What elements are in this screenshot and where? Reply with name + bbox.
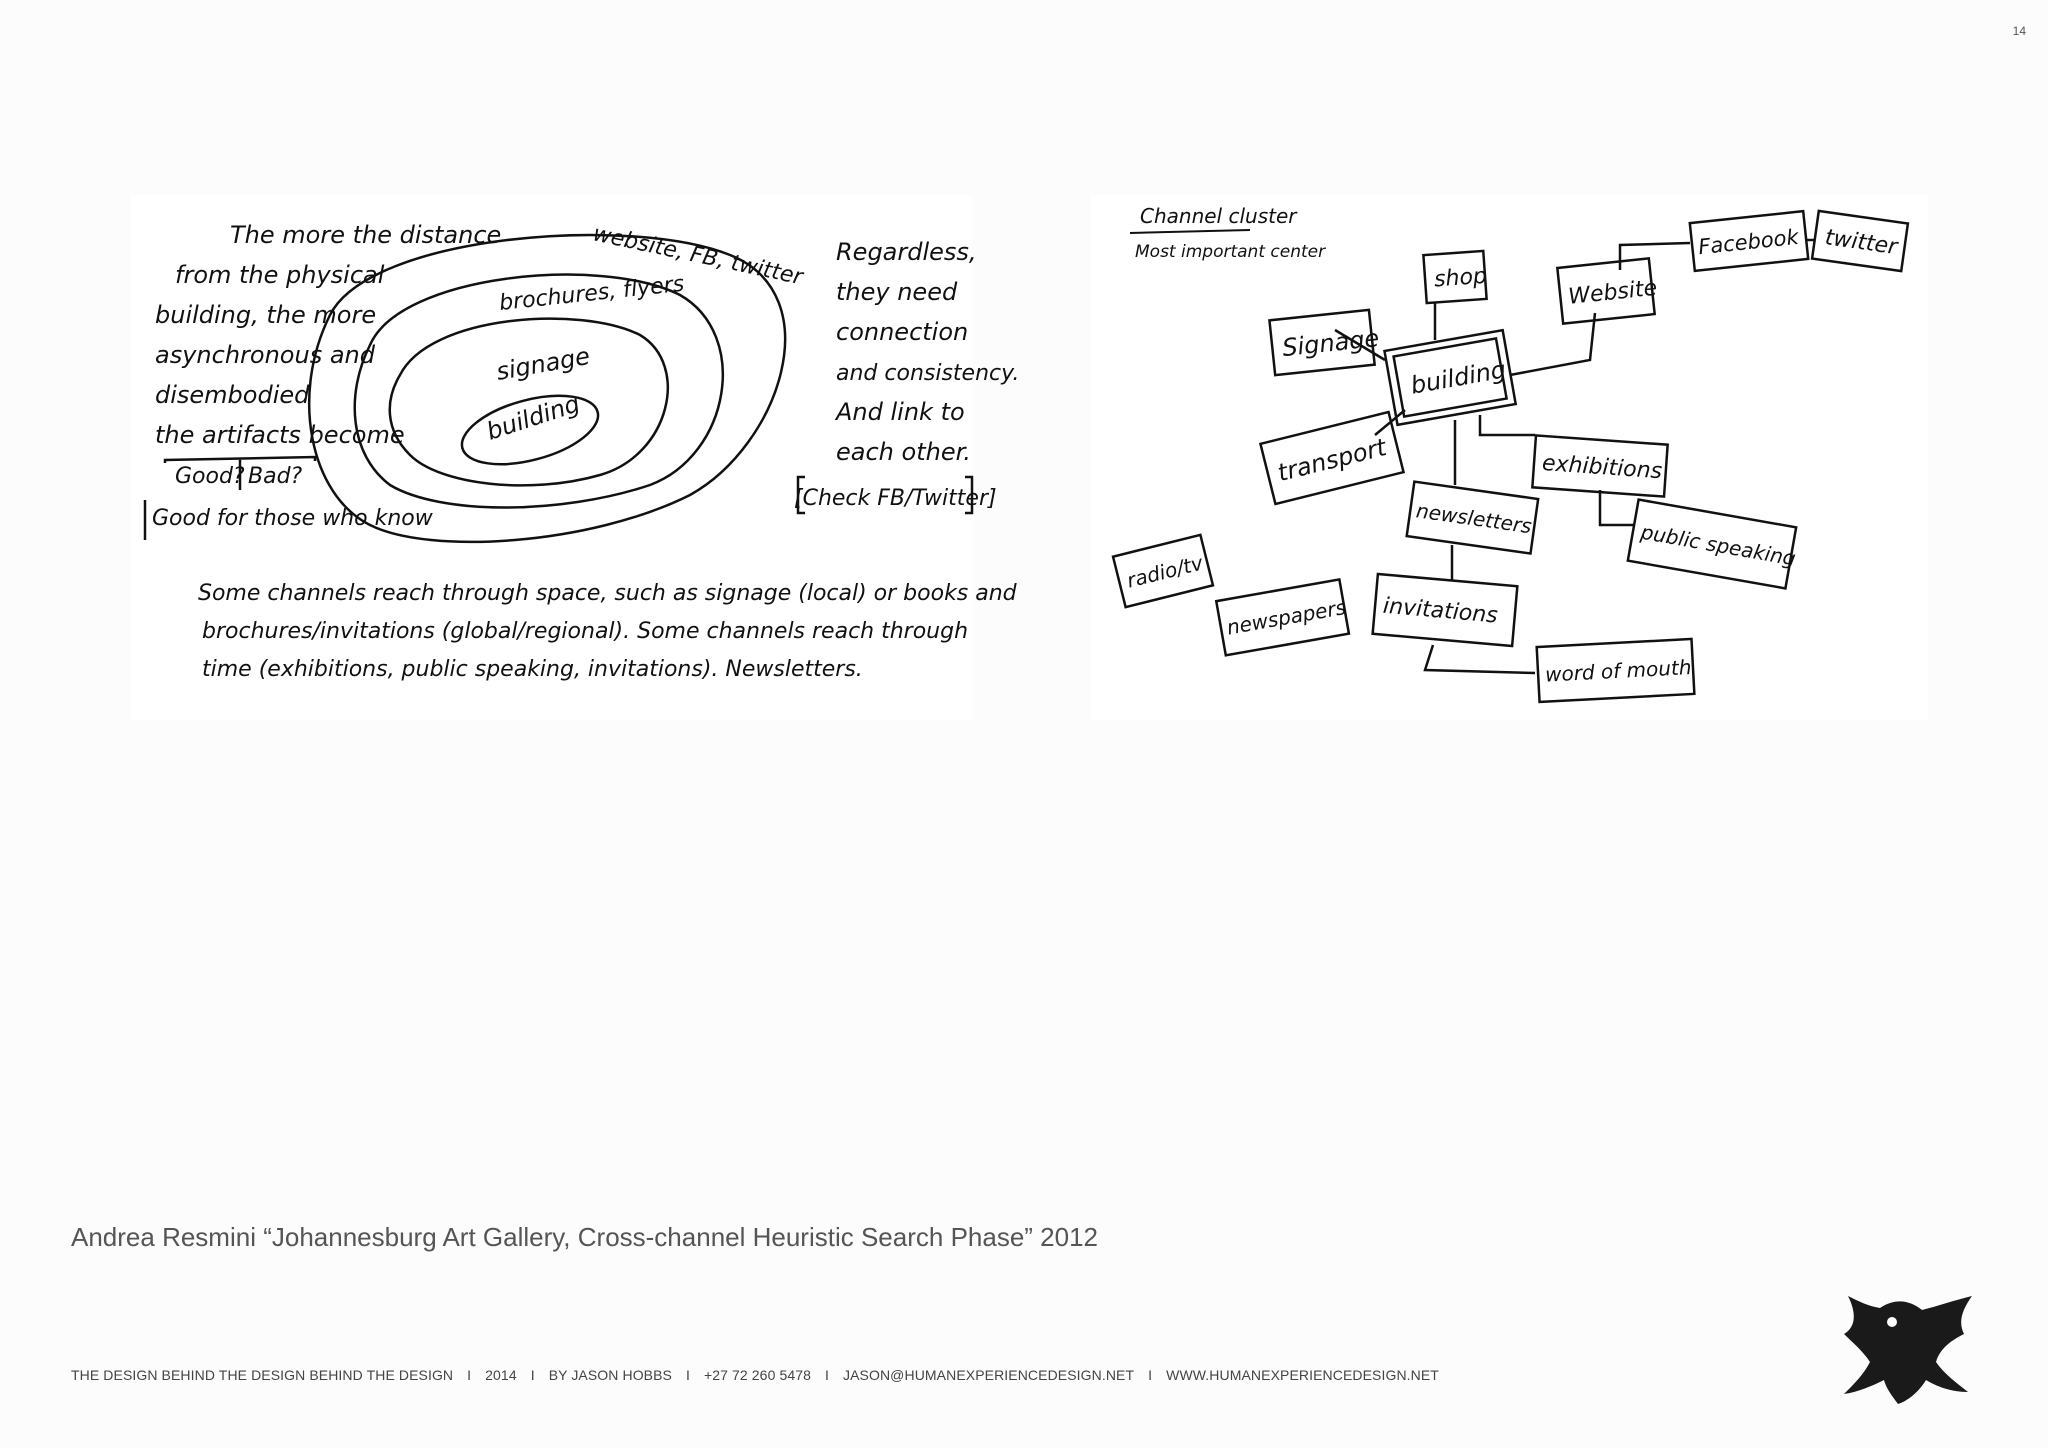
footer-separator: I [1148,1367,1153,1383]
right-note-line-5: And link to [836,398,965,426]
left-note-line-3: building, the more [155,301,377,329]
node-label-radio: radio/tv [1124,550,1206,593]
footer-separator: I [825,1367,829,1383]
left-note-line-4: asynchronous and [155,341,375,369]
right-note-line-3: connection [836,318,969,346]
left-note-line-6: the artifacts become [155,421,405,449]
bad-label: Bad? [248,464,303,489]
channel-cluster-drawing [1090,195,1928,720]
right-note-line-6: each other. [836,438,971,466]
node-label-word-of-mouth: word of mouth [1544,655,1692,687]
node-label-website: Website [1567,275,1659,310]
connector-website-facebook [1620,243,1690,270]
right-note-line-4: and consistency. [836,361,1020,386]
node-label-exhibitions: exhibitions [1541,450,1663,485]
ring-label-brochures: brochures, flyers [498,271,686,316]
cluster-title: Channel cluster [1140,204,1297,228]
good-label: Good? [175,464,245,489]
logo-shape [1844,1296,1972,1404]
bottom-note-line-1: Some channels reach through space, such as signage (local) or books and [198,581,1017,606]
node-label-newsletters: newsletters [1414,498,1534,539]
footer-separator: I [530,1367,535,1383]
winged-creature-logo-icon [1840,1288,1976,1408]
node-label-shop: shop [1433,263,1488,293]
right-note-line-1: Regardless, [836,238,977,266]
node-label-public-speaking: public speaking [1639,519,1798,571]
node-label-signage: Signage [1280,324,1381,363]
page-number: 14 [2012,24,2026,38]
title-underline [1130,230,1250,233]
footer-year: 2014 [485,1367,517,1383]
connector-building-exhibitions [1480,415,1535,435]
footer-website[interactable]: WWW.HUMANEXPERIENCEDESIGN.NET [1166,1367,1439,1383]
ring-label-website: website, FB, twitter [590,221,805,291]
footer [71,1367,1439,1383]
sketch-channel-cluster [1090,195,1928,720]
footer-separator: I [467,1367,472,1383]
left-note-line-1: The more the distance [230,221,502,249]
cluster-subtitle: Most important center [1135,242,1326,262]
ring-label-building: building [483,389,584,446]
node-label-transport: transport [1274,433,1390,488]
footer-title: THE DESIGN BEHIND THE DESIGN BEHIND THE DESIGN [71,1367,454,1383]
bottom-note-line-2: brochures/invitations (global/regional). Some channels reach through [202,619,969,644]
left-note-line-2: from the physical [175,261,385,289]
check-note: [Check FB/Twitter] [794,486,997,511]
footer-separator: I [686,1367,690,1383]
node-label-twitter: twitter [1823,225,1899,261]
node-label-invitations: invitations [1382,593,1499,629]
bottom-note-line-3: time (exhibitions, public speaking, invitations). Newsletters. [202,657,863,682]
concentric-rings-drawing [130,195,1020,720]
right-note-line-2: they need [836,278,958,306]
node-label-building-center: building [1408,355,1509,400]
sketch-concentric-channels [130,195,1020,720]
figure-caption: Andrea Resmini “Johannesburg Art Gallery, Cross-channel Heuristic Search Phase” 2012 [71,1222,1099,1252]
footer-email[interactable]: JASON@HUMANEXPERIENCEDESIGN.NET [843,1367,1135,1383]
logo-svg [1840,1288,1976,1408]
connector-invitations-word [1425,645,1535,673]
left-note-line-5: disembodied [155,381,310,409]
node-label-newspapers: newspapers [1224,594,1348,640]
logo-eye [1887,1317,1897,1327]
footer-author: BY JASON HOBBS [548,1367,672,1383]
node-label-facebook: Facebook [1697,224,1800,260]
ring-label-signage: signage [494,341,592,386]
footer-phone: +27 72 260 5478 [704,1367,811,1383]
good-note: Good for those who know [152,506,433,531]
